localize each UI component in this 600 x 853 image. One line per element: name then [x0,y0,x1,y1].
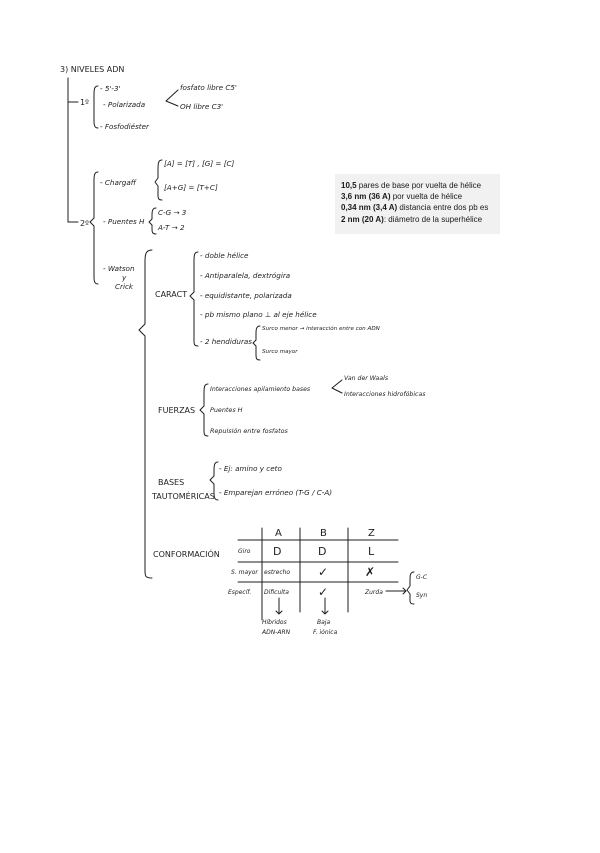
note-b-1: Baja [317,619,331,626]
cell-giro-z: L [368,545,375,558]
col-header-a: A [275,528,282,539]
watson-label-2: y [122,273,127,282]
hendidura-2: Surco mayor [262,349,298,355]
watson-label-1: - Watson [103,264,135,273]
primary-item-2: - Polarizada [103,100,146,109]
fuerzas-label: FUERZAS [158,406,196,415]
puentes-rule-1: C-G → 3 [158,208,187,217]
info-line-1: 10,5 pares de base por vuelta de hélice [341,181,482,190]
row-label-smayor: S. mayor [231,569,258,576]
watson-label-3: Crick [115,282,134,291]
secondary-bracket [90,172,98,284]
caract-item-1: - doble hélice [200,251,249,260]
zurda-arrow [386,588,406,594]
cell-smayor-z: ✗ [365,565,376,579]
fuerzas-branch-2: Interacciones hidrofóbicas [344,391,426,398]
chargaff-label: - Chargaff [100,178,136,187]
fuerzas-bracket [200,384,208,436]
apilamiento-branch [332,380,342,393]
caract-item-2: - Antiparalela, dextrógira [200,271,291,280]
caract-item-3: - equidistante, polarizada [200,291,292,300]
bases-item-2: - Emparejan erróneo (T-G / C-A) [219,488,333,497]
cell-smayor-a: estrecho [264,569,291,576]
cell-especif-z: Zurda [365,589,383,596]
note-a-1: Híbridos [262,619,287,626]
info-line-3: 0,34 nm (3,4 A) distancia entre dos pb es [341,203,489,213]
col-header-b: B [320,528,327,539]
arrow-b-down [322,598,328,614]
zurda-bracket [407,572,414,604]
bases-label-1: BASES [158,478,185,487]
caract-bracket [190,252,198,346]
cell-smayor-b: ✓ [318,565,329,579]
z-branch-2: Syn [416,592,428,599]
note-b-2: F. iónica [313,629,338,636]
primary-label: 1º [80,98,89,107]
bases-item-1: - Ej: amino y ceto [219,464,282,473]
chargaff-rule-1: [A] = [T] , [G] = [C] [164,159,235,168]
chargaff-rule-2: [A+G] = [T+C] [164,183,218,192]
note-a-2: ADN-ARN [262,629,291,636]
fuerzas-item-3: Repulsión entre fosfatos [210,427,288,435]
bases-label-2: TAUTOMÉRICAS [152,492,215,501]
fuerzas-item-1: Interacciones apilamiento bases [210,386,311,393]
page-heading: 3) NIVELES ADN [60,65,125,74]
caract-item-5: - 2 hendiduras [200,337,253,346]
row-label-especif: Específ. [228,589,252,596]
conformacion-label: CONFORMACIÓN [153,550,220,559]
caract-label: CARACT [155,290,188,299]
hendidura-1: Surco menor → interacción entre con ADN [262,326,380,332]
arrow-a-down [276,598,282,614]
fuerzas-branch-1: Van der Waals [344,375,389,382]
polarizada-branch [166,90,178,106]
caract-item-4: - pb mismo plano ⊥ al eje hélice [200,310,317,319]
info-line-4: 2 nm (20 A): diámetro de la superhélice [341,214,483,224]
secondary-label: 2º [80,219,89,228]
primary-item-3: - Fosfodiéster [100,122,150,131]
cell-especif-b: ✓ [318,585,329,599]
puentes-label: - Puentes H [103,217,145,226]
fuerzas-item-2: Puentes H [210,406,243,414]
z-branch-1: G-C [416,574,428,581]
primary-branch-2: OH libre C3' [180,102,224,111]
cell-giro-b: D [318,545,327,558]
chargaff-bracket [155,160,162,200]
row-label-giro: Giro [238,548,251,555]
info-line-2: 3,6 nm (36 A) por vuelta de hélice [341,192,463,202]
cell-giro-a: D [273,545,282,558]
puentes-bracket [149,208,156,234]
cell-especif-a: Dificulta [264,589,289,596]
puentes-rule-2: A-T → 2 [158,223,185,232]
helix-facts-box [335,174,500,234]
primary-branch-1: fosfato libre C5' [180,83,237,92]
primary-item-1: - 5'-3' [100,84,121,93]
col-header-z: Z [368,528,375,539]
primary-bracket [94,86,98,128]
watson-bracket [139,250,152,578]
hendiduras-bracket [253,326,260,360]
